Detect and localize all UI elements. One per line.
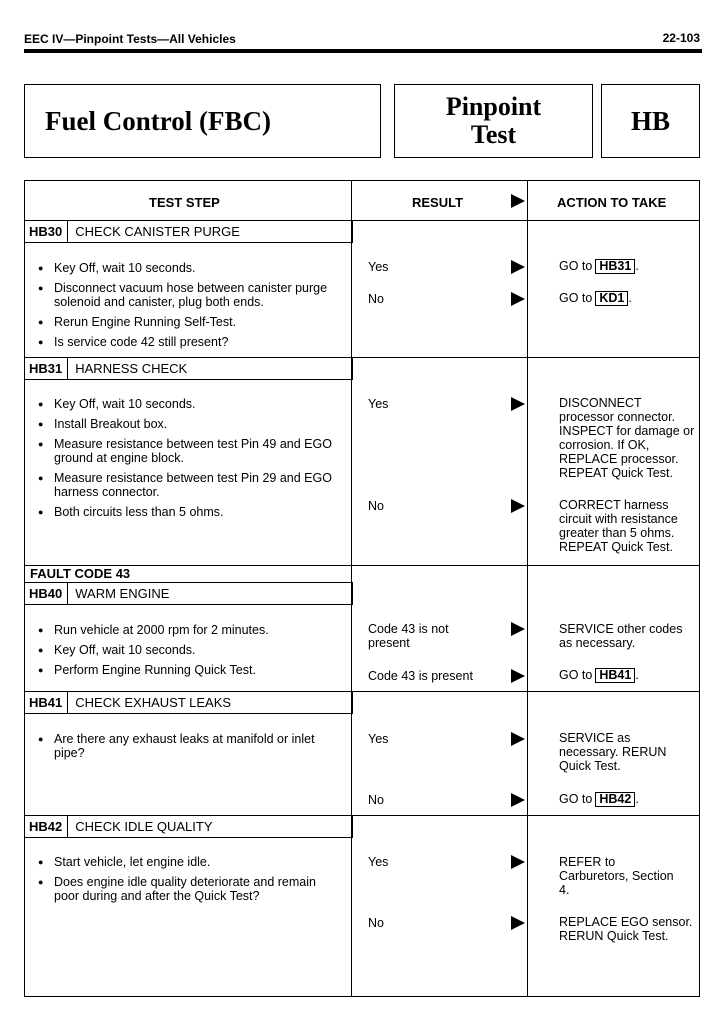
header-rule <box>24 49 702 53</box>
arrow-icon <box>511 732 525 746</box>
step-id: HB30 <box>25 221 68 242</box>
action-text <box>559 792 639 807</box>
pinpoint-label: Pinpoint <box>445 92 542 121</box>
result-yes: Yes <box>368 260 389 274</box>
step-label-hb40 <box>25 583 353 605</box>
list-item: ● Install Breakout box. <box>38 417 338 431</box>
step-label-hb42 <box>25 816 353 838</box>
list-item: ● Key Off, wait 10 seconds. <box>38 261 338 275</box>
arrow-icon <box>511 260 525 274</box>
step-title: CHECK EXHAUST LEAKS <box>75 695 232 710</box>
action-goto: GO to <box>559 668 593 682</box>
step-reference: HB42 <box>595 792 635 807</box>
step-label-hb30 <box>25 221 353 243</box>
punctuation: . <box>635 668 639 682</box>
pinpoint-table <box>24 180 700 997</box>
step-title: CHECK IDLE QUALITY <box>75 819 213 834</box>
step-reference: HB41 <box>595 668 635 683</box>
punctuation: . <box>635 259 639 273</box>
step-id: HB41 <box>25 692 68 713</box>
arrow-icon <box>511 397 525 411</box>
action-goto: GO to <box>559 792 593 806</box>
col-header-test-step: TEST STEP <box>149 195 220 210</box>
result-no: No <box>368 793 384 807</box>
step-instructions-hb41 <box>38 732 338 766</box>
step-id: HB31 <box>25 358 68 379</box>
list-item: ● Measure resistance between test Pin 49 and EGO ground at engine block. <box>38 437 338 465</box>
list-item: ● Run vehicle at 2000 rpm for 2 minutes. <box>38 623 338 637</box>
step-instructions-hb40 <box>38 623 338 683</box>
list-item: ● Key Off, wait 10 seconds. <box>38 397 338 411</box>
pinpoint-test-box <box>394 84 593 158</box>
list-item: ● Measure resistance between test Pin 29 and EGO harness connector. <box>38 471 338 499</box>
list-item: ● Is service code 42 still present? <box>38 335 338 349</box>
step-reference: HB31 <box>595 259 635 274</box>
step-title: CHECK CANISTER PURGE <box>75 224 240 239</box>
action-text <box>559 291 632 306</box>
step-reference: KD1 <box>595 291 628 306</box>
col-header-action: ACTION TO TAKE <box>557 195 667 210</box>
fault-code-heading: FAULT CODE 43 <box>25 566 353 583</box>
action-text <box>559 259 639 274</box>
list-item: ● Both circuits less than 5 ohms. <box>38 505 338 519</box>
step-label-hb41 <box>25 692 353 714</box>
step-label-hb31 <box>25 358 353 380</box>
step-title: HARNESS CHECK <box>75 361 188 376</box>
test-code: HB <box>601 84 700 158</box>
action-text: DISCONNECT processor connector. INSPECT for damage or corrosion. If OK, REPLACE processor. REPEAT Quick Test. <box>559 396 695 480</box>
step-instructions-hb31 <box>38 397 338 525</box>
column-divider <box>527 181 528 996</box>
list-item: ● Are there any exhaust leaks at manifold or inlet pipe? <box>38 732 338 760</box>
arrow-icon <box>511 622 525 636</box>
arrow-icon <box>511 916 525 930</box>
step-title: WARM ENGINE <box>75 586 170 601</box>
punctuation: . <box>635 792 639 806</box>
test-label: Test <box>470 120 517 149</box>
list-item: ● Start vehicle, let engine idle. <box>38 855 338 869</box>
action-goto: GO to <box>559 259 593 273</box>
action-text: SERVICE other codes as necessary. <box>559 622 683 650</box>
punctuation: . <box>628 291 632 305</box>
list-item: ● Key Off, wait 10 seconds. <box>38 643 338 657</box>
result-yes: Yes <box>368 732 389 746</box>
result-no: No <box>368 292 384 306</box>
page-title: Fuel Control (FBC) <box>24 84 381 158</box>
action-text: REFER to Carburetors, Section 4. <box>559 855 674 897</box>
arrow-icon <box>511 669 525 683</box>
action-text <box>559 668 639 683</box>
list-item: ● Rerun Engine Running Self-Test. <box>38 315 338 329</box>
result-no: No <box>368 916 384 930</box>
action-text: CORRECT harness circuit with resistance greater than 5 ohms. REPEAT Quick Test. <box>559 498 678 554</box>
result-no: No <box>368 499 384 513</box>
arrow-icon <box>511 855 525 869</box>
page-number: 22-103 <box>662 31 700 45</box>
result-not-present: Code 43 is not present <box>368 622 449 650</box>
list-item: ● Disconnect vacuum hose between canister purge solenoid and canister, plug both ends. <box>38 281 338 309</box>
action-text: REPLACE EGO sensor. RERUN Quick Test. <box>559 915 693 943</box>
arrow-icon <box>511 194 525 208</box>
arrow-icon <box>511 499 525 513</box>
result-yes: Yes <box>368 397 389 411</box>
action-text: SERVICE as necessary. RERUN Quick Test. <box>559 731 667 773</box>
step-id: HB40 <box>25 583 68 604</box>
list-item: ● Does engine idle quality deteriorate and remain poor during and after the Quick Test? <box>38 875 338 903</box>
arrow-icon <box>511 793 525 807</box>
result-yes: Yes <box>368 855 389 869</box>
list-item: ● Perform Engine Running Quick Test. <box>38 663 338 677</box>
col-header-result: RESULT <box>412 195 464 210</box>
action-goto: GO to <box>559 291 593 305</box>
step-instructions-hb30 <box>38 261 338 355</box>
step-id: HB42 <box>25 816 68 837</box>
result-present: Code 43 is present <box>368 669 473 683</box>
arrow-icon <box>511 292 525 306</box>
step-instructions-hb42 <box>38 855 338 909</box>
running-header: EEC IV—Pinpoint Tests—All Vehicles <box>24 32 236 46</box>
